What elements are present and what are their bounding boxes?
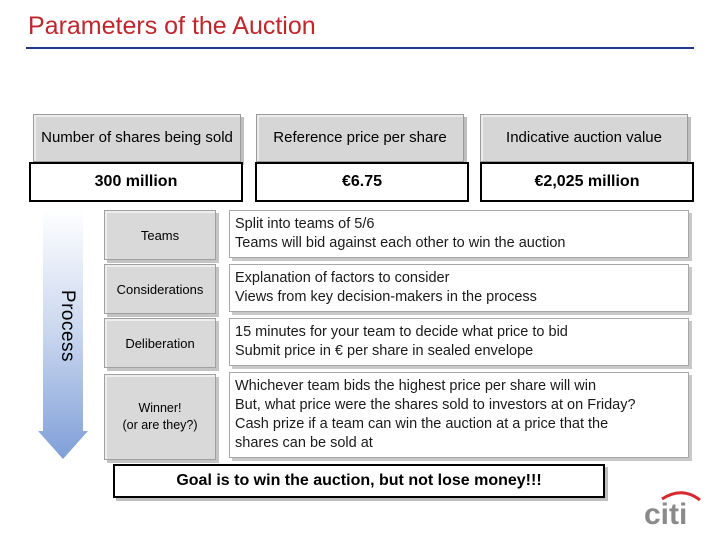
header-price-label: Reference price per share [256, 114, 464, 162]
desc-deliberation [229, 318, 689, 366]
desc-line: Whichever team bids the highest price per share will win [235, 378, 597, 394]
step-winner-line1: Winner! [138, 401, 182, 415]
step-teams: Teams [104, 210, 216, 260]
desc-line: Explanation of factors to consider [235, 270, 450, 286]
desc-line: Split into teams of 5/6 [235, 216, 375, 232]
page-title: Parameters of the Auction [28, 12, 316, 40]
desc-line: 15 minutes for your team to decide what price to bid [235, 324, 568, 340]
header-value-label: Indicative auction value [480, 114, 688, 162]
desc-line: Submit price in € per share in sealed envelope [235, 343, 534, 359]
desc-line: Views from key decision-makers in the process [235, 289, 537, 305]
desc-considerations [229, 264, 689, 312]
desc-line: Cash prize if a team can win the auction at a price that the [235, 416, 609, 432]
header-shares-label: Number of shares being sold [33, 114, 241, 162]
step-winner [104, 374, 216, 460]
price-value: €6.75 [255, 162, 469, 202]
auction-value: €2,025 million [480, 162, 694, 202]
desc-line: shares can be sold at [235, 435, 373, 451]
shares-value: 300 million [29, 162, 243, 202]
goal-banner: Goal is to win the auction, but not lose money!!! [113, 464, 605, 498]
desc-line: But, what price were the shares sold to investors at on Friday? [235, 397, 636, 413]
title-underline [26, 47, 694, 49]
step-considerations: Considerations [104, 264, 216, 314]
process-label: Process [57, 289, 78, 363]
step-deliberation: Deliberation [104, 318, 216, 368]
desc-winner [229, 372, 689, 458]
step-winner-line2: (or are they?) [122, 418, 198, 432]
desc-teams [229, 210, 689, 258]
svg-text:citi: citi [644, 498, 688, 528]
citi-logo-icon [642, 488, 702, 528]
desc-line: Teams will bid against each other to win the auction [235, 235, 566, 251]
